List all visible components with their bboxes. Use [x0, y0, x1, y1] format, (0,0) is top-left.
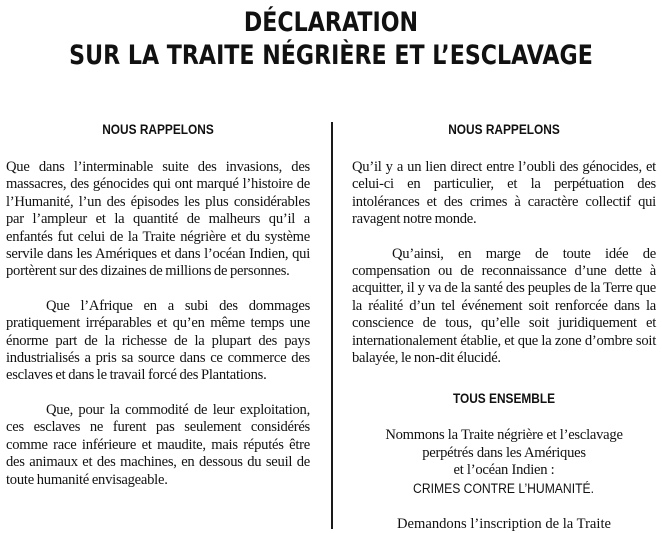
left-heading: NOUS RAPPELONS [102, 122, 214, 137]
right-paragraph-2: Qu’ainsi, en marge de toute idée de compensation ou de reconnaissance d’une dette à acquitter, il y va de la santé des peuples de la Terre que la réalité d’un tel événement soit renforcée dans la conscience de tous, qu’elle soit juridiquement et internationalement établie, et que la zone d’ombre soit balayée, le non-dit élucidé. [352, 245, 656, 367]
together-line-1: Nommons la Traite négrière et l’esclavage [385, 427, 623, 444]
together-statement [352, 427, 656, 498]
title-line-2: SUR LA TRAITE NÉGRIÈRE ET L’ESCLAVAGE [69, 40, 593, 71]
together-heading: TOUS ENSEMBLE [452, 391, 556, 407]
column-divider [331, 122, 333, 529]
left-paragraph-3: Que, pour la commodité de leur exploitation, ces esclaves ne furent pas seulement considérés comme race inférieure et maudite, mais réputés être des animaux et des machines, en dessous du seuil de toute humanité envisageable. [6, 401, 310, 488]
right-paragraph-1: Qu’il y a un lien direct entre l’oubli des génocides, et celui-ci en particulier, et la perpétuation des intolérances et des crimes à caractère collectif qui ravagent notre monde. [352, 159, 656, 228]
together-line-2: perpétrés dans les Amériques [422, 444, 586, 461]
left-paragraph-1: Que dans l’interminable suite des invasions, des massacres, des génocides qui ont marqué l’histoire de l’Humanité, l’un des épisodes les plus considérables par l’ampleur et la quantité de malheurs qu’il a enfantés fut celui de la Traite négrière et du système servile dans les Amériques et dans l’océan Indien, qui portèrent sur des dizaines de millions de personnes. [6, 159, 310, 280]
right-heading: NOUS RAPPELONS [448, 122, 560, 137]
cut-off-line: Demandons l’inscription de la Traite [396, 516, 611, 532]
together-emphasis: CRIMES CONTRE L’HUMANITÉ. [413, 480, 595, 496]
together-line-3: et l’océan Indien : [453, 462, 555, 479]
document-title [60, 6, 603, 72]
left-paragraph-2: Que l’Afrique en a subi des dommages pratiquement irréparables et qu’en même temps une énorme part de la richesse de la plupart des pays industrialisés a pris sa source dans ce commerce des esclaves et dans le travail forcé des Plantations. [6, 297, 310, 384]
right-column [352, 122, 656, 498]
title-line-1: DÉCLARATION [243, 7, 419, 38]
left-column [6, 122, 310, 489]
